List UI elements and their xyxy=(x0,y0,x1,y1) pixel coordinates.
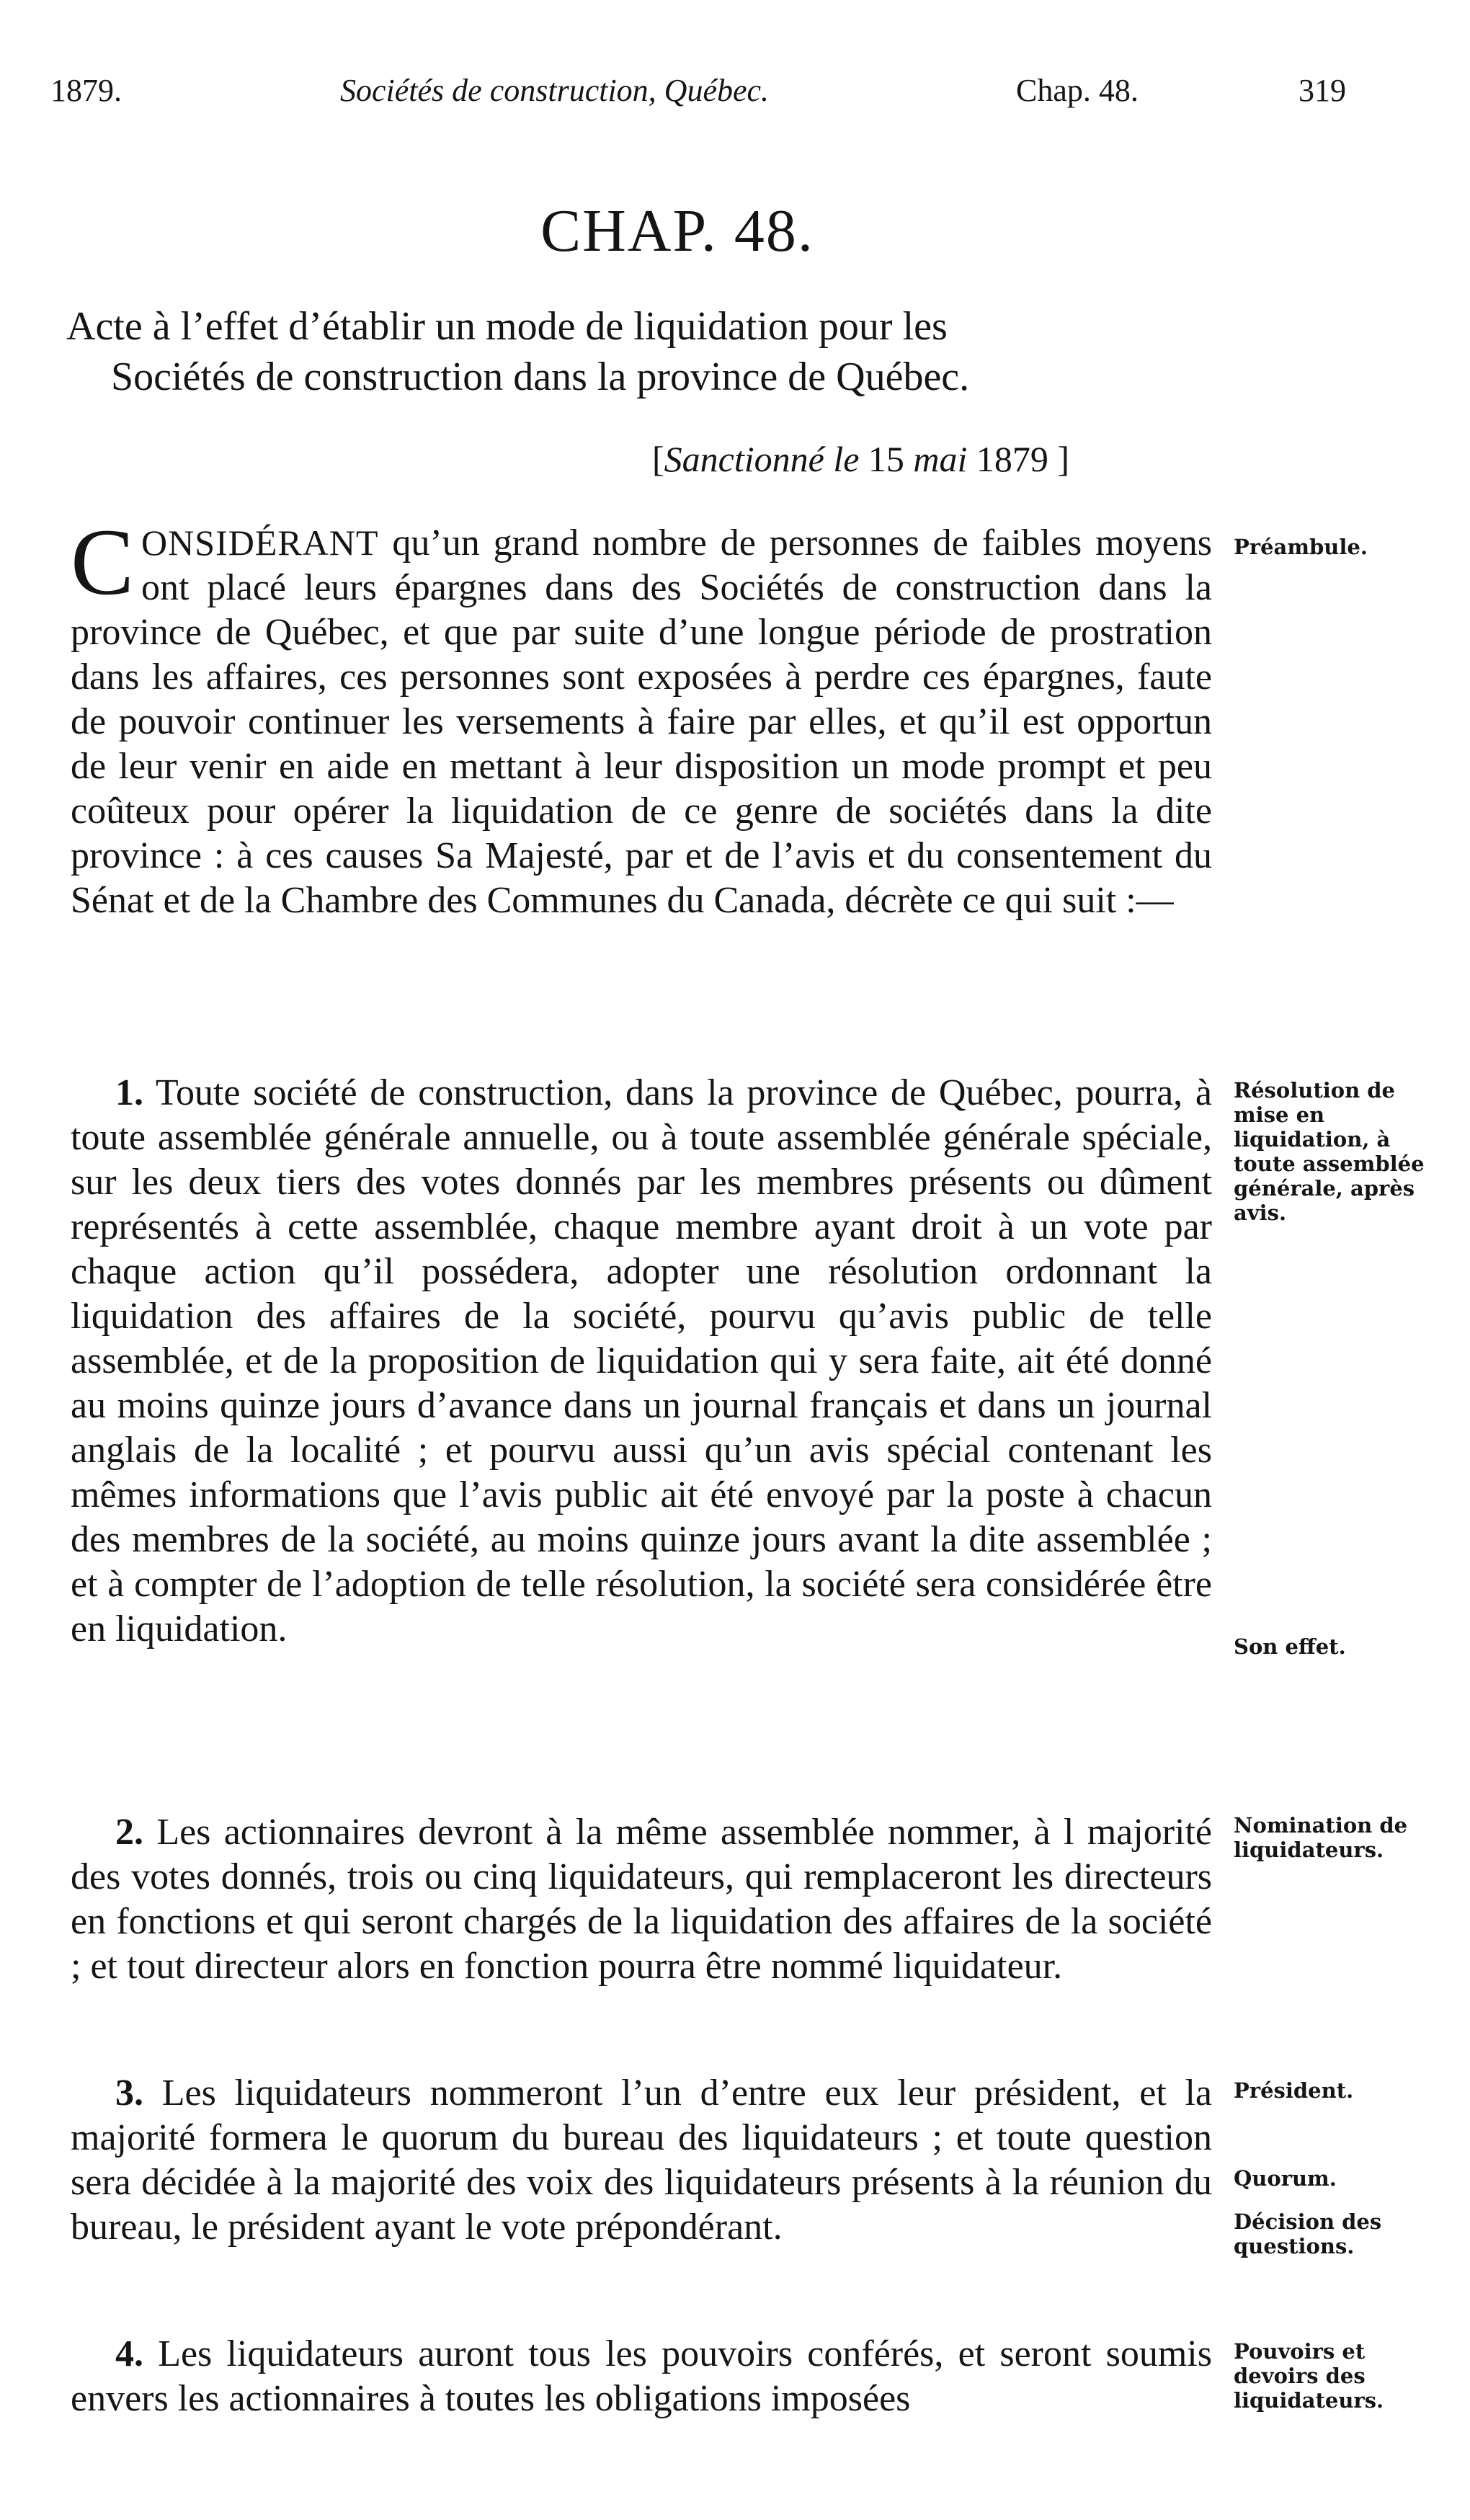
sanction-open-bracket: [ xyxy=(652,439,664,479)
section-1-text: Toute société de construction, dans la province de Québec, pourra, à toute assemblée générale annuelle, ou à toute assemblée générale spéciale, sur les deux tiers des votes donnés par les membres présents ou dûment représentés à cette assemblée, chaque membre ayant droit à un vote par chaque action qu’il possédera, adopter une résolution ordonnant la liquidation des affaires de la société, pourvu qu’avis public de telle assemblée, et de la proposition de liquidation qui y sera faite, ait été donné au moins quinze jours d’avance dans un journal français et dans un journal anglais de la localité ; et pourvu aussi qu’un avis spécial contenant les mêmes informations que l’avis public ait été envoyé par la poste à chacun des membres de la société, au moins quinze jours avant la dite assemblée ; et à compter de l’adoption de telle résolution, la société sera considérée être en liquidation. xyxy=(71,1072,1212,1649)
marginal-note-liquidators-appointment: Nomination de liquidateurs. xyxy=(1234,1813,1408,1862)
preamble-lead: ONSIDÉRANT xyxy=(141,522,379,563)
sanction-close-bracket: ] xyxy=(1057,439,1070,479)
section-2 xyxy=(71,1810,1212,1989)
preamble-text: qu’un grand nombre de personnes de faibles moyens ont placé leurs épargnes dans des Sociétés de construction dans la province de Québec, et que par suite d’une longue période de prostration dans les affaires, ces personnes sont exposées à perdre ces épargnes, faute de pouvoir continuer les versements à faire par elles, et qu’il est opportun de leur venir en aide en mettant à leur disposition un mode prompt et peu coûteux pour opérer la liquidation de ce genre de sociétés dans la dite province : à ces causes Sa Majesté, par et de l’avis et du consentement du Sénat et de la Chambre des Communes du Canada, décrète ce qui suit :— xyxy=(71,522,1212,921)
section-2-number: 2. xyxy=(115,1812,143,1853)
section-3 xyxy=(71,2071,1212,2250)
sanction-label: Sanctionné le xyxy=(664,439,860,479)
marginal-note-preamble: Préambule. xyxy=(1234,535,1368,559)
running-head-title: Sociétés de construction, Québec. xyxy=(340,73,770,108)
section-1-number: 1. xyxy=(115,1072,143,1113)
chapter-title: CHAP. 48. xyxy=(540,197,814,264)
preamble xyxy=(71,509,1212,923)
sanction-date xyxy=(652,438,1069,480)
marginal-note-effect: Son effet. xyxy=(1234,1634,1346,1659)
section-3-number: 3. xyxy=(115,2072,143,2114)
section-3-text: Les liquidateurs nommeront l’un d’entre eux leur président, et la majorité formera le quorum du bureau des liquidateurs ; et toute question sera décidée à la majorité des voix des liquidateurs présents à la réunion du bureau, le président ayant le vote prépondérant. xyxy=(71,2072,1212,2248)
marginal-note-powers: Pouvoirs et devoirs des liquidateurs. xyxy=(1234,2339,1384,2413)
sanction-year: 1879 xyxy=(976,439,1048,479)
sanction-month: mai xyxy=(913,439,968,479)
marginal-note-president: Président. xyxy=(1234,2078,1354,2103)
preamble-dropcap: C xyxy=(71,509,135,615)
section-2-text: Les actionnaires devront à la même assemblée nommer, à l majorité des votes donnés, trois ou cinq liquidateurs, qui remplaceront les directeurs en fonctions et qui seront chargés de la liquidation des affaires de la société ; et tout directeur alors en fonction pourra être nommé liquidateur. xyxy=(71,1812,1213,1987)
act-title xyxy=(66,301,1219,402)
act-title-line-2: Sociétés de construction dans la province de Québec. xyxy=(111,355,970,399)
section-4 xyxy=(71,2332,1212,2421)
act-title-line-1: Acte à l’effet d’établir un mode de liquidation pour les xyxy=(66,304,948,349)
marginal-note-quorum: Quorum. xyxy=(1234,2166,1337,2191)
running-head-chapter: Chap. 48. xyxy=(1016,73,1139,108)
section-4-text: Les liquidateurs auront tous les pouvoirs conférés, et seront soumis envers les actionnaires à toutes les obligations imposées xyxy=(71,2333,1212,2419)
sanction-day: 15 xyxy=(868,439,904,479)
section-4-number: 4. xyxy=(115,2333,143,2374)
section-1 xyxy=(71,1071,1212,1652)
marginal-note-decision: Décision des questions. xyxy=(1234,2209,1382,2258)
running-head-year: 1879. xyxy=(50,73,122,108)
page-number: 319 xyxy=(1298,73,1346,108)
marginal-note-resolution: Résolution de mise en liquidation, à toute assemblée générale, après avis. xyxy=(1234,1078,1425,1225)
